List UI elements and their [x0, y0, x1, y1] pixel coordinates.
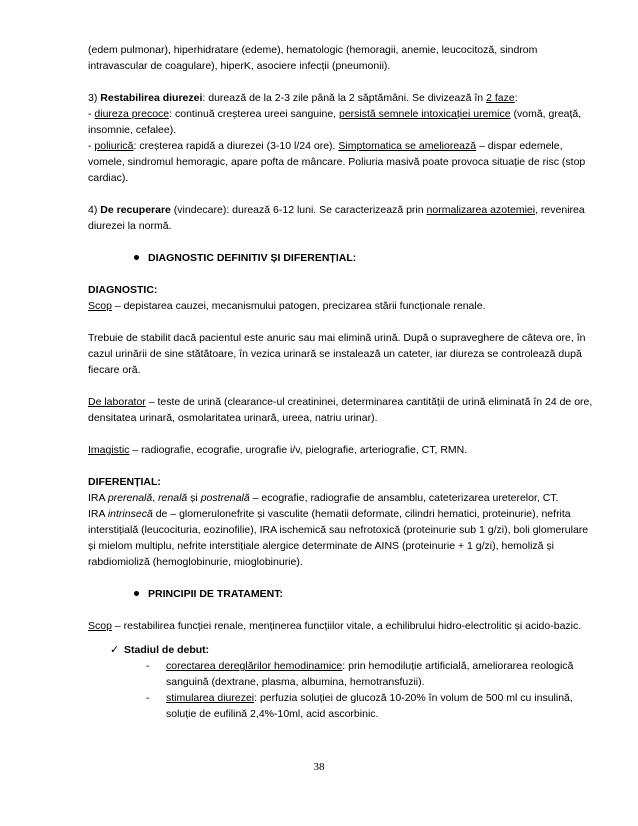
phase-4-title: De recuperare [100, 204, 171, 216]
phase-3-title: Restabilirea diurezei [100, 92, 203, 104]
paragraph-tratament-scop: Scop – restabilirea funcției renale, menținerea funcțiilor vitale, a echilibrului hidro-electrolitic și acido-bazic. [88, 620, 582, 632]
paragraph-poliurica: - poliurică: creșterea rapidă a diurezei (3-10 l/24 ore). Simptomatica se ameliorează – dispar edemele, vomele, sindromul hemoragic, apare pofta de mâncare. Poliuria masivă poate provoca situație de risc (stop cardiac). [88, 140, 586, 184]
section-title-diagnostic: DIAGNOSTIC: [88, 284, 158, 296]
paragraph-diureza-precoce: - diureza precoce: continuă creșterea ureei sanguine, persistă semnele intoxicației uremice (vomă, greață, insomnie, cefalee). [88, 108, 582, 136]
paragraph-laborator: De laborator – teste de urină (clearance-ul creatininei, determinarea cantității de urină eliminată în 24 de ore, densitatea urinară, osmolaritatea urinară, ureea, natriu urinar). [88, 396, 593, 424]
paragraph-diferential-1: IRA prerenală, renală și postrenală – ecografie, radiografie de ansamblu, cateterizarea ureterelor, CT. [88, 492, 559, 504]
paragraph-complications: (edem pulmonar), hiperhidratare (edeme), hematologic (hemoragii, anemie, leucocitoză, sindrom intravascular de coagulare), hiperK, asociere infecții (pneumonii). [88, 44, 538, 72]
heading-diagnostic-definitiv: DIAGNOSTIC DEFINITIV ȘI DIFERENȚIAL: [88, 250, 598, 266]
paragraph-phase-4: 4) De recuperare (vindecare): durează 6-12 luni. Se caracterizează prin normalizarea azotemiei, revenirea diurezei la normă. [88, 204, 585, 232]
list-item-diureza: - stimularea diurezei: perfuzia soluției de glucoză 10-20% în volum de 500 ml cu insulină, soluție de eufilină 2,4%-10ml, acid ascorbinic. [146, 692, 573, 720]
list-item-hemodinamic: - corectarea dereglărilor hemodinamice: prin hemodiluție artificială, ameliorarea reologică sanguină (dextrane, plasma, albumina, hemotransfuzii). [146, 660, 574, 688]
stage-debut-heading: ✓ Stadiul de debut: [110, 643, 210, 656]
paragraph-phase-3: 3) Restabilirea diurezei: durează de la 2-3 zile până la 2 săptămâni. Se divizează în 2 faze: [88, 92, 518, 104]
bullet-icon [134, 591, 139, 596]
page-number: 38 [313, 761, 325, 773]
bullet-icon [134, 255, 139, 260]
paragraph-diagnostic-scop: Scop – depistarea cauzei, mecanismului patogen, precizarea stării funcționale renale. [88, 300, 486, 312]
paragraph-diferential-2: IRA intrinsecă de – glomerulonefrite și vasculite (hematii deformate, cilindri hematici, proteinurie), nefrita interstițială (leucocituria, eozinofilie), IRA ischemică sau nefrotoxică (proteinurie sub 1 g/zi), boli glomerulare și mielom multiplu, nefrite interstițiale alergice determinate de AINS (proteinurie + 1 g/zi), hemoliză și rabdiomioliză (hemoglobinurie, mioglobinurie). [88, 508, 589, 568]
checkmark-icon: ✓ [110, 643, 120, 656]
paragraph-anuric: Trebuie de stabilit dacă pacientul este anuric sau mai elimină urină. După o supraveghere de câteva ore, în cazul urinării de sine stătătoare, în vezica urinară se instalează un cateter, iar diureza se controlează după fiecare oră. [88, 332, 586, 376]
heading-principii-tratament: PRINCIPII DE TRATAMENT: [88, 586, 598, 602]
section-title-diferential: DIFERENȚIAL: [88, 476, 161, 488]
paragraph-imagistic: Imagistic – radiografie, ecografie, urografie i/v, pielografie, arteriografie, CT, RMN. [88, 444, 468, 456]
document-body [88, 42, 598, 722]
